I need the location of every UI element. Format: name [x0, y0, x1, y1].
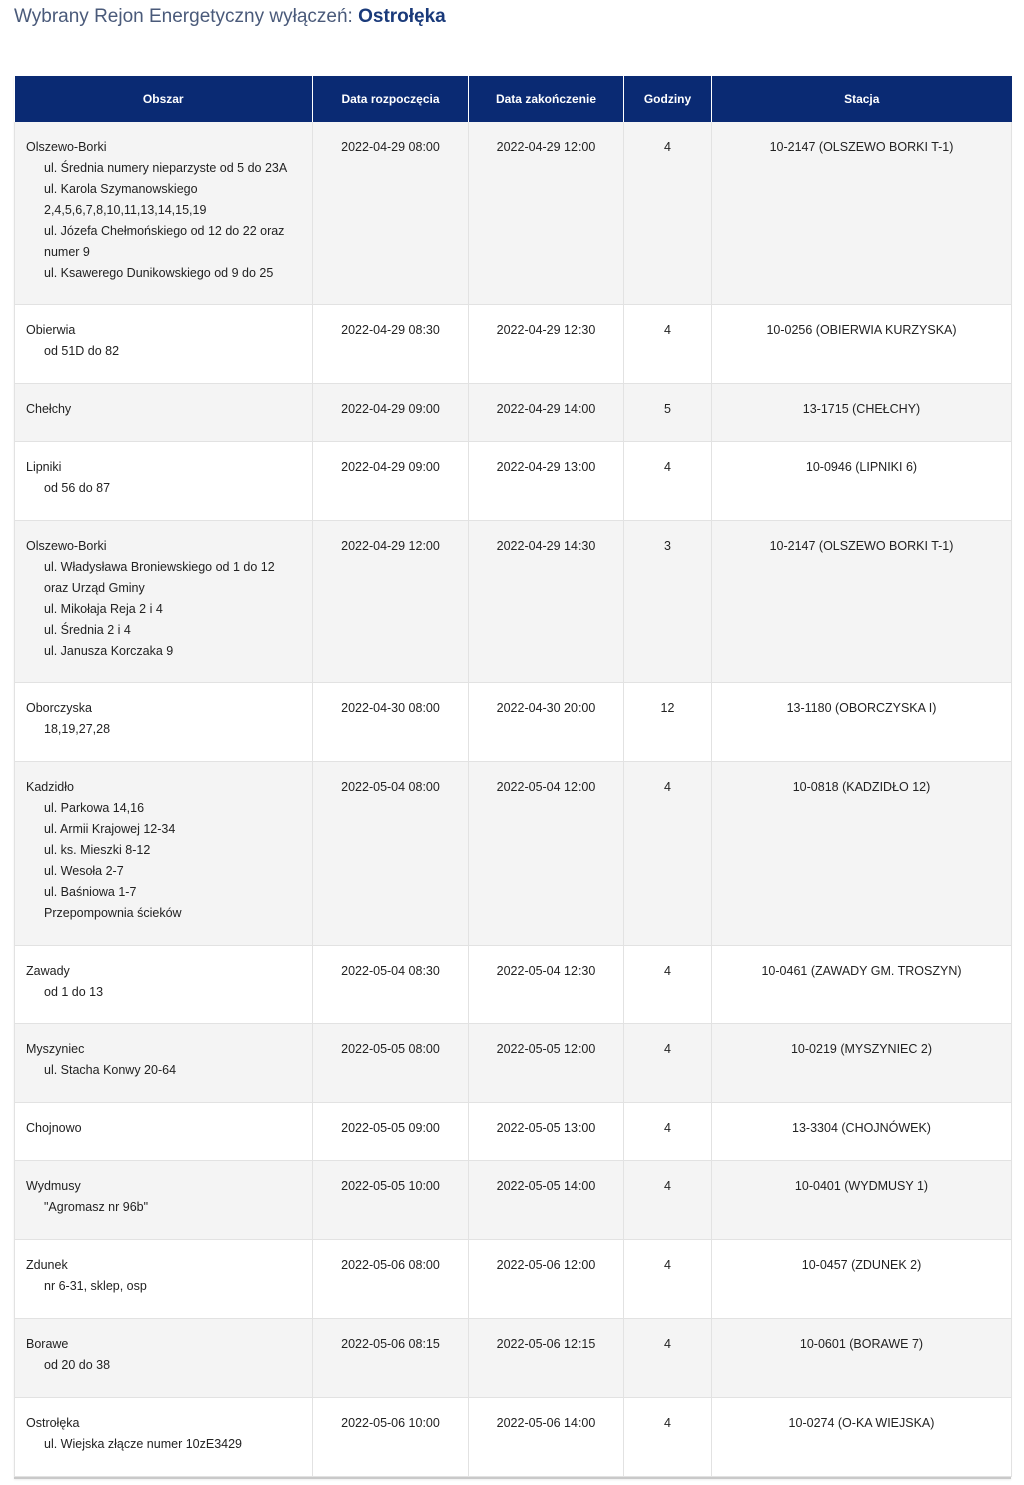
area-name: Borawe: [26, 1337, 69, 1351]
cell-station: 10-0818 (KADZIDŁO 12): [712, 762, 1012, 946]
area-name: Olszewo-Borki: [26, 539, 107, 553]
selected-region: Ostrołęka: [358, 6, 446, 27]
cell-start-date: 2022-05-06 08:00: [313, 1240, 469, 1319]
area-detail: od 56 do 87: [44, 481, 111, 495]
cell-hours: 4: [624, 946, 712, 1024]
cell-area: [15, 1240, 313, 1319]
table-row: [15, 1240, 1012, 1319]
area-name: Zawady: [26, 964, 70, 978]
cell-area: [15, 946, 313, 1024]
area-detail: ul. Wesoła 2-7: [44, 864, 124, 878]
outage-table-container: [14, 76, 1011, 1479]
area-name: Chełchy: [26, 402, 72, 416]
area-name: Lipniki: [26, 460, 62, 474]
area-detail: ul. Mikołaja Reja 2 i 4: [44, 602, 163, 616]
table-row: [15, 946, 1012, 1024]
table-row: [15, 442, 1012, 521]
cell-hours: 5: [624, 384, 712, 442]
cell-station: 10-0274 (O-KA WIEJSKA): [712, 1398, 1012, 1477]
cell-hours: 4: [624, 1161, 712, 1240]
cell-end-date: 2022-04-29 12:30: [469, 305, 624, 384]
cell-start-date: 2022-05-06 10:00: [313, 1398, 469, 1477]
cell-start-date: 2022-05-04 08:30: [313, 946, 469, 1024]
cell-area: [15, 521, 313, 683]
cell-station: 13-1180 (OBORCZYSKA I): [712, 683, 1012, 762]
area-detail: ul. Średnia numery nieparzyste od 5 do 23A: [44, 160, 288, 175]
cell-hours: 4: [624, 122, 712, 305]
cell-start-date: 2022-05-05 08:00: [313, 1024, 469, 1103]
cell-end-date: 2022-05-05 12:00: [469, 1024, 624, 1103]
cell-end-date: 2022-04-30 20:00: [469, 683, 624, 762]
area-detail: 18,19,27,28: [44, 722, 111, 736]
cell-start-date: 2022-04-29 08:00: [313, 122, 469, 305]
area-detail: ul. Ksawerego Dunikowskiego od 9 do 25: [44, 265, 274, 280]
area-detail: ul. Władysława Broniewskiego od 1 do 12 oraz Urząd Gminy: [44, 560, 275, 595]
area-detail: "Agromasz nr 96b": [44, 1200, 149, 1214]
cell-area: [15, 384, 313, 442]
cell-station: 10-0457 (ZDUNEK 2): [712, 1240, 1012, 1319]
table-row: [15, 1319, 1012, 1398]
cell-end-date: 2022-05-06 12:15: [469, 1319, 624, 1398]
cell-station: 10-0256 (OBIERWIA KURZYSKA): [712, 305, 1012, 384]
area-name: Myszyniec: [26, 1042, 85, 1056]
area-detail: ul. Baśniowa 1-7: [44, 885, 137, 899]
cell-station: 10-2147 (OLSZEWO BORKI T-1): [712, 521, 1012, 683]
cell-end-date: 2022-04-29 14:00: [469, 384, 624, 442]
area-detail: od 1 do 13: [44, 985, 104, 999]
cell-start-date: 2022-05-06 08:15: [313, 1319, 469, 1398]
area-name: Obierwia: [26, 323, 76, 337]
cell-hours: 4: [624, 442, 712, 521]
area-detail: ul. Parkowa 14,16: [44, 801, 145, 815]
area-detail: Przepompownia ścieków: [44, 906, 182, 920]
area-detail: nr 6-31, sklep, osp: [44, 1279, 147, 1293]
table-row: [15, 1024, 1012, 1103]
area-detail: ul. Józefa Chełmońskiego od 12 do 22 oraz numer 9: [44, 223, 285, 259]
cell-start-date: 2022-04-29 09:00: [313, 442, 469, 521]
area-detail: ul. Wiejska złącze numer 10zE3429: [44, 1437, 243, 1451]
outage-table: [14, 76, 1012, 1477]
page-title-label: Wybrany Rejon Energetyczny wyłączeń:: [14, 6, 359, 27]
table-row: [15, 1398, 1012, 1477]
cell-area: [15, 762, 313, 946]
cell-area: [15, 1398, 313, 1477]
area-detail: od 51D do 82: [44, 344, 120, 358]
column-header-area[interactable]: Obszar: [15, 77, 313, 122]
cell-station: 10-0946 (LIPNIKI 6): [712, 442, 1012, 521]
cell-station: 10-0461 (ZAWADY GM. TROSZYN): [712, 946, 1012, 1024]
cell-area: [15, 1103, 313, 1161]
column-header-station[interactable]: Stacja: [712, 77, 1012, 122]
cell-start-date: 2022-04-29 12:00: [313, 521, 469, 683]
cell-station: 13-3304 (CHOJNÓWEK): [712, 1103, 1012, 1161]
table-row: [15, 521, 1012, 683]
area-name: Olszewo-Borki: [26, 139, 107, 154]
cell-end-date: 2022-05-04 12:30: [469, 946, 624, 1024]
cell-station: 10-0601 (BORAWE 7): [712, 1319, 1012, 1398]
cell-end-date: 2022-05-05 14:00: [469, 1161, 624, 1240]
cell-area: [15, 1319, 313, 1398]
cell-hours: 4: [624, 1398, 712, 1477]
area-name: Ostrołęka: [26, 1416, 80, 1430]
area-detail: ul. ks. Mieszki 8-12: [44, 843, 151, 857]
cell-hours: 4: [624, 1103, 712, 1161]
cell-start-date: 2022-05-05 09:00: [313, 1103, 469, 1161]
cell-hours: 4: [624, 1240, 712, 1319]
area-name: Wydmusy: [26, 1179, 81, 1193]
cell-end-date: 2022-05-05 13:00: [469, 1103, 624, 1161]
area-name: Chojnowo: [26, 1121, 82, 1135]
cell-area: [15, 1161, 313, 1240]
cell-area: [15, 442, 313, 521]
table-header-row: [15, 77, 1012, 122]
cell-hours: 3: [624, 521, 712, 683]
cell-end-date: 2022-05-06 12:00: [469, 1240, 624, 1319]
cell-station: 13-1715 (CHEŁCHY): [712, 384, 1012, 442]
area-name: Zdunek: [26, 1258, 68, 1272]
cell-end-date: 2022-05-04 12:00: [469, 762, 624, 946]
cell-station: 10-2147 (OLSZEWO BORKI T-1): [712, 122, 1012, 305]
cell-end-date: 2022-04-29 12:00: [469, 122, 624, 305]
cell-start-date: 2022-05-04 08:00: [313, 762, 469, 946]
cell-area: [15, 683, 313, 762]
area-detail: ul. Stacha Konwy 20-64: [44, 1063, 177, 1077]
area-detail: ul. Janusza Korczaka 9: [44, 644, 174, 658]
column-header-start[interactable]: Data rozpoczęcia: [313, 77, 469, 122]
cell-hours: 12: [624, 683, 712, 762]
cell-hours: 4: [624, 305, 712, 384]
cell-hours: 4: [624, 762, 712, 946]
page-title: [14, 6, 446, 28]
cell-end-date: 2022-04-29 13:00: [469, 442, 624, 521]
area-detail: od 20 do 38: [44, 1358, 111, 1372]
table-row: [15, 1103, 1012, 1161]
table-row: [15, 384, 1012, 442]
cell-hours: 4: [624, 1319, 712, 1398]
cell-area: [15, 122, 313, 305]
table-row: [15, 1161, 1012, 1240]
cell-start-date: 2022-05-05 10:00: [313, 1161, 469, 1240]
cell-start-date: 2022-04-30 08:00: [313, 683, 469, 762]
area-name: Kadzidło: [26, 780, 74, 794]
area-detail: ul. Średnia 2 i 4: [44, 623, 131, 637]
cell-start-date: 2022-04-29 09:00: [313, 384, 469, 442]
area-detail: ul. Armii Krajowej 12-34: [44, 822, 176, 836]
cell-end-date: 2022-05-06 14:00: [469, 1398, 624, 1477]
table-row: [15, 762, 1012, 946]
table-row: [15, 683, 1012, 762]
cell-end-date: 2022-04-29 14:30: [469, 521, 624, 683]
cell-area: [15, 305, 313, 384]
cell-station: 10-0219 (MYSZYNIEC 2): [712, 1024, 1012, 1103]
area-detail: ul. Karola Szymanowskiego 2,4,5,6,7,8,10,11,13,14,15,19: [44, 181, 207, 217]
cell-area: [15, 1024, 313, 1103]
area-name: Oborczyska: [26, 701, 92, 715]
cell-hours: 4: [624, 1024, 712, 1103]
table-row: [15, 122, 1012, 305]
cell-start-date: 2022-04-29 08:30: [313, 305, 469, 384]
table-row: [15, 305, 1012, 384]
cell-station: 10-0401 (WYDMUSY 1): [712, 1161, 1012, 1240]
column-header-hours[interactable]: Godziny: [624, 77, 712, 122]
column-header-end[interactable]: Data zakończenie: [469, 77, 624, 122]
